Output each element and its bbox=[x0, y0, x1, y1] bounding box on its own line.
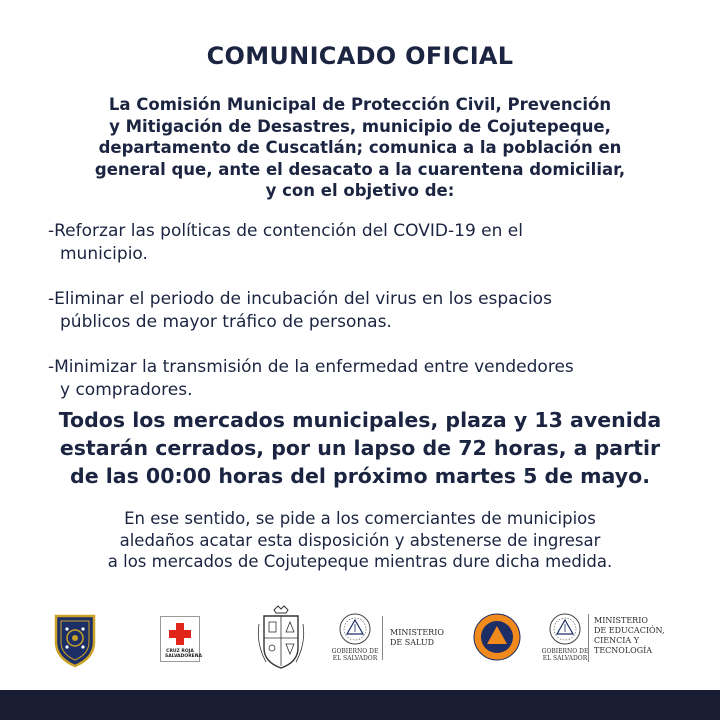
ministerio-educacion-label: DE EDUCACIÓN, bbox=[594, 626, 665, 635]
cruz-roja-label: SALVADOREÑA bbox=[165, 654, 202, 659]
closing-paragraph bbox=[40, 508, 680, 573]
announcement-line: estarán cerrados, por un lapso de 72 horas, a partir bbox=[59, 436, 661, 460]
objective-line: y compradores. bbox=[60, 380, 193, 400]
ministerio-educacion-label: MINISTERIO bbox=[594, 616, 648, 625]
intro-line: departamento de Cuscatlán; comunica a la población en bbox=[98, 138, 622, 157]
intro-line: La Comisión Municipal de Protección Civil, Prevención bbox=[108, 95, 612, 114]
closing-line: En ese sentido, se pide a los comerciantes de municipios bbox=[124, 509, 596, 528]
page-title: COMUNICADO OFICIAL bbox=[206, 42, 514, 70]
gobierno-label: EL SALVADOR bbox=[332, 655, 378, 662]
ministerio-salud-label: DE SALUD bbox=[390, 638, 435, 647]
objective-line: municipio. bbox=[60, 244, 148, 264]
objective-item bbox=[48, 288, 688, 334]
announcement-line: Todos los mercados municipales, plaza y 13 avenida bbox=[58, 408, 662, 432]
closing-line: a los mercados de Cojutepeque mientras dure dicha medida. bbox=[107, 552, 613, 571]
logos-row bbox=[0, 604, 720, 676]
objective-item bbox=[48, 220, 688, 266]
ministerio-educacion-label: TECNOLOGÍA bbox=[594, 646, 653, 655]
gobierno-label: GOBIERNO DE bbox=[331, 648, 379, 655]
objective-line: -Reforzar las políticas de contención del COVID-19 en el bbox=[48, 221, 523, 241]
announcement-line: de las 00:00 horas del próximo martes 5 de mayo. bbox=[70, 464, 650, 488]
objective-line: -Eliminar el periodo de incubación del virus en los espacios bbox=[48, 289, 552, 309]
divider bbox=[382, 616, 383, 660]
el-salvador-shield-icon bbox=[338, 612, 372, 646]
intro-paragraph bbox=[40, 94, 680, 202]
objective-line: -Minimizar la transmisión de la enfermedad entre vendedores bbox=[48, 357, 574, 377]
objective-line: públicos de mayor tráfico de personas. bbox=[60, 312, 392, 332]
closing-line: aledaños acatar esta disposición y abstenerse de ingresar bbox=[119, 530, 601, 550]
gobierno-label: EL SALVADOR bbox=[542, 655, 588, 662]
proteccion-civil-logo bbox=[472, 612, 522, 662]
objective-item bbox=[48, 356, 688, 402]
intro-line: y con el objetivo de: bbox=[265, 181, 455, 200]
ministerio-salud-label: MINISTERIO bbox=[390, 628, 444, 637]
footer-bar bbox=[0, 690, 720, 720]
red-cross-icon bbox=[161, 619, 199, 649]
announcement bbox=[10, 406, 710, 490]
cruz-roja-logo bbox=[160, 616, 200, 662]
intro-line: y Mitigación de Desastres, municipio de Cojutepeque, bbox=[109, 116, 611, 136]
intro-line: general que, ante el desacato a la cuarentena domiciliar, bbox=[94, 159, 626, 179]
objectives-list bbox=[48, 220, 688, 424]
divider bbox=[588, 614, 589, 662]
gobierno-label: GOBIERNO DE bbox=[541, 648, 589, 655]
municipal-coat-of-arms-logo bbox=[256, 604, 306, 670]
el-salvador-shield-icon bbox=[548, 612, 582, 646]
cruz-roja-label: CRUZ ROJA bbox=[166, 649, 194, 654]
ministerio-educacion-label: CIENCIA Y bbox=[594, 636, 640, 645]
police-badge-logo bbox=[52, 612, 98, 668]
